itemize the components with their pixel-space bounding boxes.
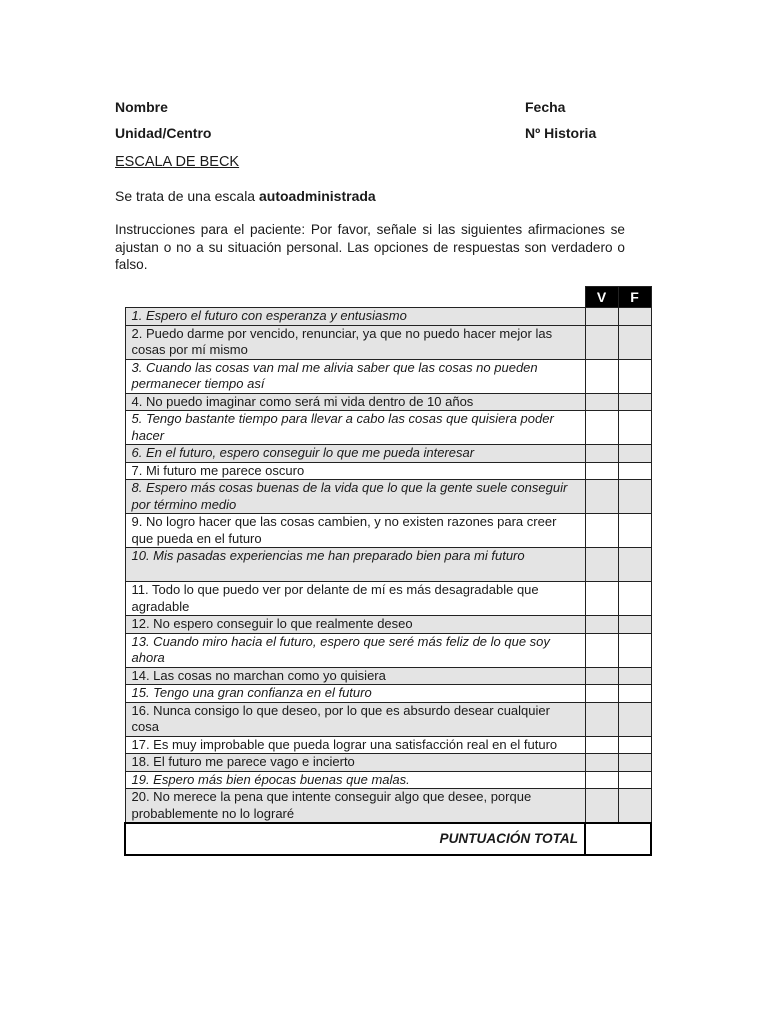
answer-cell-v[interactable] <box>585 308 618 326</box>
answer-cell-f[interactable] <box>618 411 651 445</box>
answer-cell-v[interactable] <box>585 462 618 480</box>
answer-cell-v[interactable] <box>585 685 618 703</box>
answer-cell-v[interactable] <box>585 548 618 582</box>
answer-cell-f[interactable] <box>618 308 651 326</box>
subtitle-prefix: Se trata de una escala <box>115 188 259 204</box>
answer-cell-f[interactable] <box>618 548 651 582</box>
item-text: 3. Cuando las cosas van mal me alivia saber que las cosas no pueden permanecer tiempo así <box>125 359 585 393</box>
item-text: 20. No merece la pena que intente conseguir algo que desee, porque probablemente no lo lograré <box>125 789 585 824</box>
answer-cell-v[interactable] <box>585 325 618 359</box>
table-header-row <box>125 287 651 308</box>
answer-cell-v[interactable] <box>585 359 618 393</box>
answer-cell-f[interactable] <box>618 359 651 393</box>
table-row <box>125 325 651 359</box>
answer-cell-f[interactable] <box>618 480 651 514</box>
answer-cell-v[interactable] <box>585 736 618 754</box>
item-text: 19. Espero más bien épocas buenas que malas. <box>125 771 585 789</box>
table-row <box>125 789 651 824</box>
table-row <box>125 308 651 326</box>
table-row <box>125 462 651 480</box>
subtitle <box>115 188 376 204</box>
table-row <box>125 633 651 667</box>
item-text: 7. Mi futuro me parece oscuro <box>125 462 585 480</box>
answer-cell-v[interactable] <box>585 393 618 411</box>
answer-cell-f[interactable] <box>618 616 651 634</box>
item-text: 5. Tengo bastante tiempo para llevar a cabo las cosas que quisiera poder hacer <box>125 411 585 445</box>
answer-cell-f[interactable] <box>618 514 651 548</box>
answer-cell-v[interactable] <box>585 754 618 772</box>
table-row <box>125 411 651 445</box>
table-row <box>125 445 651 463</box>
table-row <box>125 754 651 772</box>
answer-cell-f[interactable] <box>618 754 651 772</box>
table-row <box>125 548 651 582</box>
answer-cell-f[interactable] <box>618 667 651 685</box>
answer-cell-f[interactable] <box>618 462 651 480</box>
answer-cell-f[interactable] <box>618 685 651 703</box>
answer-cell-f[interactable] <box>618 789 651 824</box>
total-row <box>125 823 651 855</box>
table-row <box>125 393 651 411</box>
item-text: 2. Puedo darme por vencido, renunciar, ya que no puedo hacer mejor las cosas por mí mismo <box>125 325 585 359</box>
table-row <box>125 582 651 616</box>
page-title: ESCALA DE BECK <box>115 154 240 170</box>
answer-cell-f[interactable] <box>618 393 651 411</box>
item-text: 17. Es muy improbable que pueda lograr una satisfacción real en el futuro <box>125 736 585 754</box>
item-text: 12. No espero conseguir lo que realmente deseo <box>125 616 585 634</box>
item-text: 18. El futuro me parece vago e incierto <box>125 754 585 772</box>
answer-cell-v[interactable] <box>585 411 618 445</box>
table-row <box>125 480 651 514</box>
item-text: 11. Todo lo que puedo ver por delante de mí es más desagradable que agradable <box>125 582 585 616</box>
item-text: 4. No puedo imaginar como será mi vida dentro de 10 años <box>125 393 585 411</box>
table-row <box>125 616 651 634</box>
answer-cell-v[interactable] <box>585 771 618 789</box>
table-row <box>125 685 651 703</box>
answer-cell-v[interactable] <box>585 702 618 736</box>
answer-cell-f[interactable] <box>618 702 651 736</box>
answer-cell-v[interactable] <box>585 633 618 667</box>
subtitle-bold: autoadministrada <box>259 188 376 204</box>
table-row <box>125 771 651 789</box>
item-text: 10. Mis pasadas experiencias me han preparado bien para mi futuro <box>125 548 585 582</box>
header-blank-cell <box>125 287 585 308</box>
item-text: 14. Las cosas no marchan como yo quisiera <box>125 667 585 685</box>
table-row <box>125 702 651 736</box>
item-text: 16. Nunca consigo lo que deseo, por lo que es absurdo desear cualquier cosa <box>125 702 585 736</box>
item-text: 1. Espero el futuro con esperanza y entusiasmo <box>125 308 585 326</box>
table-row <box>125 667 651 685</box>
answer-cell-v[interactable] <box>585 480 618 514</box>
column-header-v: V <box>585 287 618 308</box>
answer-cell-f[interactable] <box>618 325 651 359</box>
item-text: 8. Espero más cosas buenas de la vida que lo que la gente suele conseguir por término medio <box>125 480 585 514</box>
historia-label: Nº Historia <box>525 125 597 141</box>
total-label: PUNTUACIÓN TOTAL <box>125 823 585 855</box>
answer-cell-f[interactable] <box>618 582 651 616</box>
table-row <box>125 736 651 754</box>
item-text: 6. En el futuro, espero conseguir lo que me pueda interesar <box>125 445 585 463</box>
beck-scale-table <box>124 286 652 856</box>
answer-cell-v[interactable] <box>585 667 618 685</box>
answer-cell-f[interactable] <box>618 445 651 463</box>
answer-cell-f[interactable] <box>618 736 651 754</box>
table-row <box>125 359 651 393</box>
answer-cell-v[interactable] <box>585 445 618 463</box>
fecha-label: Fecha <box>525 99 566 115</box>
total-score-cell[interactable] <box>585 823 651 855</box>
unidad-centro-label: Unidad/Centro <box>115 125 212 141</box>
answer-cell-f[interactable] <box>618 771 651 789</box>
table-row <box>125 514 651 548</box>
answer-cell-v[interactable] <box>585 514 618 548</box>
answer-cell-v[interactable] <box>585 582 618 616</box>
item-text: 15. Tengo una gran confianza en el futuro <box>125 685 585 703</box>
column-header-f: F <box>618 287 651 308</box>
item-text: 13. Cuando miro hacia el futuro, espero que seré más feliz de lo que soy ahora <box>125 633 585 667</box>
answer-cell-v[interactable] <box>585 789 618 824</box>
item-text: 9. No logro hacer que las cosas cambien, y no existen razones para creer que pueda en el futuro <box>125 514 585 548</box>
answer-cell-v[interactable] <box>585 616 618 634</box>
answer-cell-f[interactable] <box>618 633 651 667</box>
nombre-label: Nombre <box>115 99 168 115</box>
instructions: Instrucciones para el paciente: Por favor, señale si las siguientes afirmaciones se ajustan o no a su situación personal. Las opciones de respuestas son verdadero o falso. <box>115 222 625 272</box>
